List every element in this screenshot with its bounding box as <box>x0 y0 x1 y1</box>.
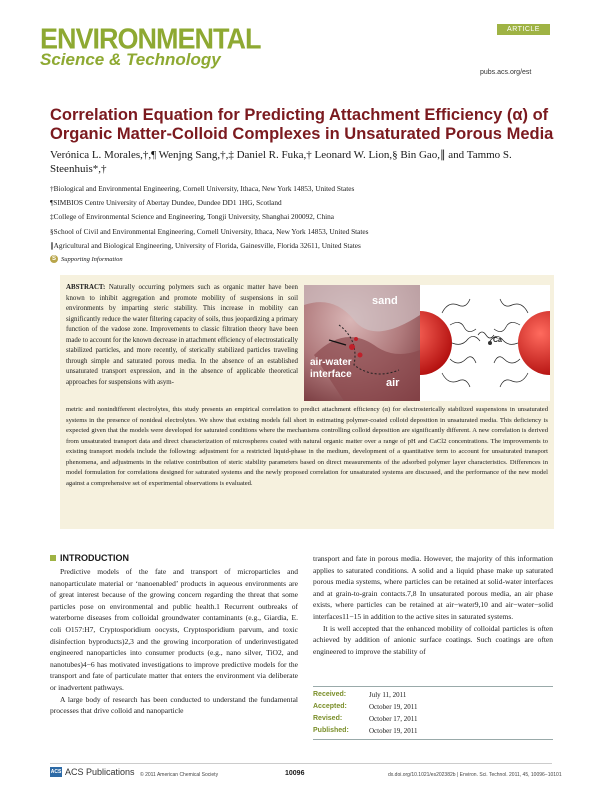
journal-url[interactable]: pubs.acs.org/est <box>480 69 532 76</box>
date-row <box>313 725 553 737</box>
page-number: 10096 <box>285 770 305 777</box>
author-list: Verónica L. Morales,†,¶ Wenjng Sang,†,‡ Daniel R. Fuka,† Leonard W. Lion,§ Bin Gao,∥ and Tammo S. Steenhuis*,† <box>50 149 512 175</box>
date-value: July 11, 2011 <box>369 691 407 699</box>
abstract-diagram <box>420 285 550 401</box>
abstract-label: ABSTRACT: <box>66 284 106 291</box>
date-row <box>313 689 553 701</box>
date-row <box>313 713 553 725</box>
label-sand: sand <box>372 295 398 307</box>
label-air: air <box>386 377 400 389</box>
publication-dates <box>313 686 553 740</box>
affiliation-1: †Biological and Environmental Engineering, Cornell University, Ithaca, New York 14853, United States <box>50 184 355 193</box>
date-label: Received: <box>313 691 347 698</box>
affiliation-3: ‡College of Environmental Science and Engineering, Tongji University, Shanghai 200092, China <box>50 212 335 222</box>
intro-paragraph: A large body of research has been conducted to understand the fundamental processes that drive colloid and nanoparticle <box>50 694 298 716</box>
paper-title: Correlation Equation for Predicting Attachment Efficiency (α) of Organic Matter-Colloid Complexes in Unsaturated Porous Media <box>50 106 554 143</box>
micrograph-image <box>304 285 420 401</box>
date-label: Accepted: <box>313 703 347 710</box>
acs-logo-icon: ACS <box>50 769 62 775</box>
intro-paragraph: transport and fate in porous media. However, the majority of this information applies to saturated conditions. A solid and a liquid phase make up saturated porous media systems, where particles can be retained at solid-water interfaces and at grain-to-grain contacts.7,8 In unsaturated porous media, an air phase exists, where particles can be retained at air−water9,10 and air−water−solid interfaces11−15 in addition to the active sites in saturated systems. <box>313 554 553 621</box>
label-ca: Ca <box>493 337 502 344</box>
journal-name-line2: Science & Technology <box>40 50 221 69</box>
date-value: October 19, 2011 <box>369 703 418 711</box>
date-row <box>313 701 553 713</box>
supporting-info-link[interactable] <box>50 255 123 263</box>
abstract-text-wrapped <box>66 283 298 388</box>
affiliation-4: §School of Civil and Environmental Engineering, Cornell University, Ithaca, New York 14853, United States <box>50 226 369 236</box>
copyright: © 2011 American Chemical Society <box>140 772 219 778</box>
doi-citation[interactable]: dx.doi.org/10.1021/es202382b | Environ. Sci. Technol. 2011, 45, 10096−10101 <box>388 772 562 778</box>
section-heading-label: INTRODUCTION <box>60 553 129 563</box>
intro-column-1 <box>50 566 298 717</box>
affiliations <box>50 182 550 253</box>
abstract-body-full: metric and nonindifferent electrolytes, this study presents an empirical correlation to predict attachment efficiency (α) for electrosterically stabilized suspensions in unsaturated systems in the presence of nonideal electrolytes. We show that existing models fall short in estimating polymer-coated colloid deposition in unsaturated media. This deficiency is expected given that the models were developed for saturated conditions where the mechanisms controlling colloid deposition are significantly different. A new correlation is derived from unsaturated transport data and direct characterization of microspheres coated with natural organic matter over a range of pH and CaCl2 concentrations. The improvements to existing transport models include the following: adjustment for a restricted liquid-phase in the medium, development of a quantitative term to account for unsaturated transport phenomena, and adjustments in the relative contribution of steric stability parameters based on direct measurements of the adsorbed polymer layer characteristics. Differences in model formulation for correlations designed for saturated systems and the newly proposed correlation for unsaturated systems are discussed, and the performance of the new model against a comprehensive set of experimental observations is evaluated. <box>66 406 548 487</box>
acs-publications-logo <box>50 767 135 777</box>
polymer-colloid-diagram <box>420 285 550 401</box>
date-value: October 19, 2011 <box>369 727 418 735</box>
date-label: Published: <box>313 727 349 734</box>
intro-column-2 <box>313 553 553 657</box>
affiliation-2: ¶SIMBIOS Centre University of Abertay Dundee, Dundee DD1 1HG, Scotland <box>50 198 282 208</box>
publisher-name: ACS Publications <box>65 767 135 777</box>
journal-name-line1: ENVIRONMENTAL <box>40 23 261 55</box>
journal-logo <box>40 23 261 74</box>
intro-paragraph: It is well accepted that the enhanced mobility of colloidal particles is often achieved by addition of anionic surface coatings. Such coatings are often engineered to improve the stability of <box>313 623 553 656</box>
section-square-icon <box>50 555 56 561</box>
abstract-body-wrapped: Naturally occurring polymers such as organic matter have been known to inhibit aggregation and promote mobility of suspensions in soil environments by imparting steric stability. This increase in mobility can significantly reduce the water filtering capacity of soils, thus jeopardizing a primary function of the vadose zone. Improvements to classic filtration theory have been made to account for the known decrease in attachment efficiency of electrostatically stabilized particles, and more recently, of sterically stabilized particles traveling through simple and saturated porous media. In the absence of an established unsaturated transport expression, and in the absence of applicable theoretical approaches for suspensions with asym- <box>66 284 298 386</box>
section-heading-introduction <box>50 553 129 563</box>
label-air-water-interface: air-water interface <box>310 357 352 380</box>
supporting-info-label: Supporting Information <box>61 255 123 263</box>
affiliation-5: ∥Agricultural and Biological Engineering, University of Florida, Gainesville, Florida 32611, United States <box>50 240 361 250</box>
abstract-micrograph <box>304 285 420 401</box>
date-label: Revised: <box>313 715 343 722</box>
supporting-info-icon: S <box>51 256 56 262</box>
article-type-badge: ARTICLE <box>497 24 550 35</box>
date-value: October 17, 2011 <box>369 715 418 723</box>
footer-divider <box>50 763 552 764</box>
intro-paragraph: Predictive models of the fate and transport of microparticles and nanoparticulate material or ‘nanoenabled’ products in aqueous environments are of great interest because of the growing concern regarding the threat that some particles pose on environmental and public health.1 Recurrent outbreaks of waterborne diseases from colloidal groundwater contaminants (e.g., Giardia, E. coli O157:H7, Cryptosporidium oocysts, Cryptosporidium parvum, and toxic disinfection byproducts)2,3 and the growing incorporation of underinvestigated engineered nanoparticles into consumer products (e.g., nano silver, TiO2, and nanotubes)4−6 has motivated investigations to improve predictive models for the transport and fate of particulate matter that enters the environment via deliberate or inadvertent pathways. <box>50 567 298 692</box>
